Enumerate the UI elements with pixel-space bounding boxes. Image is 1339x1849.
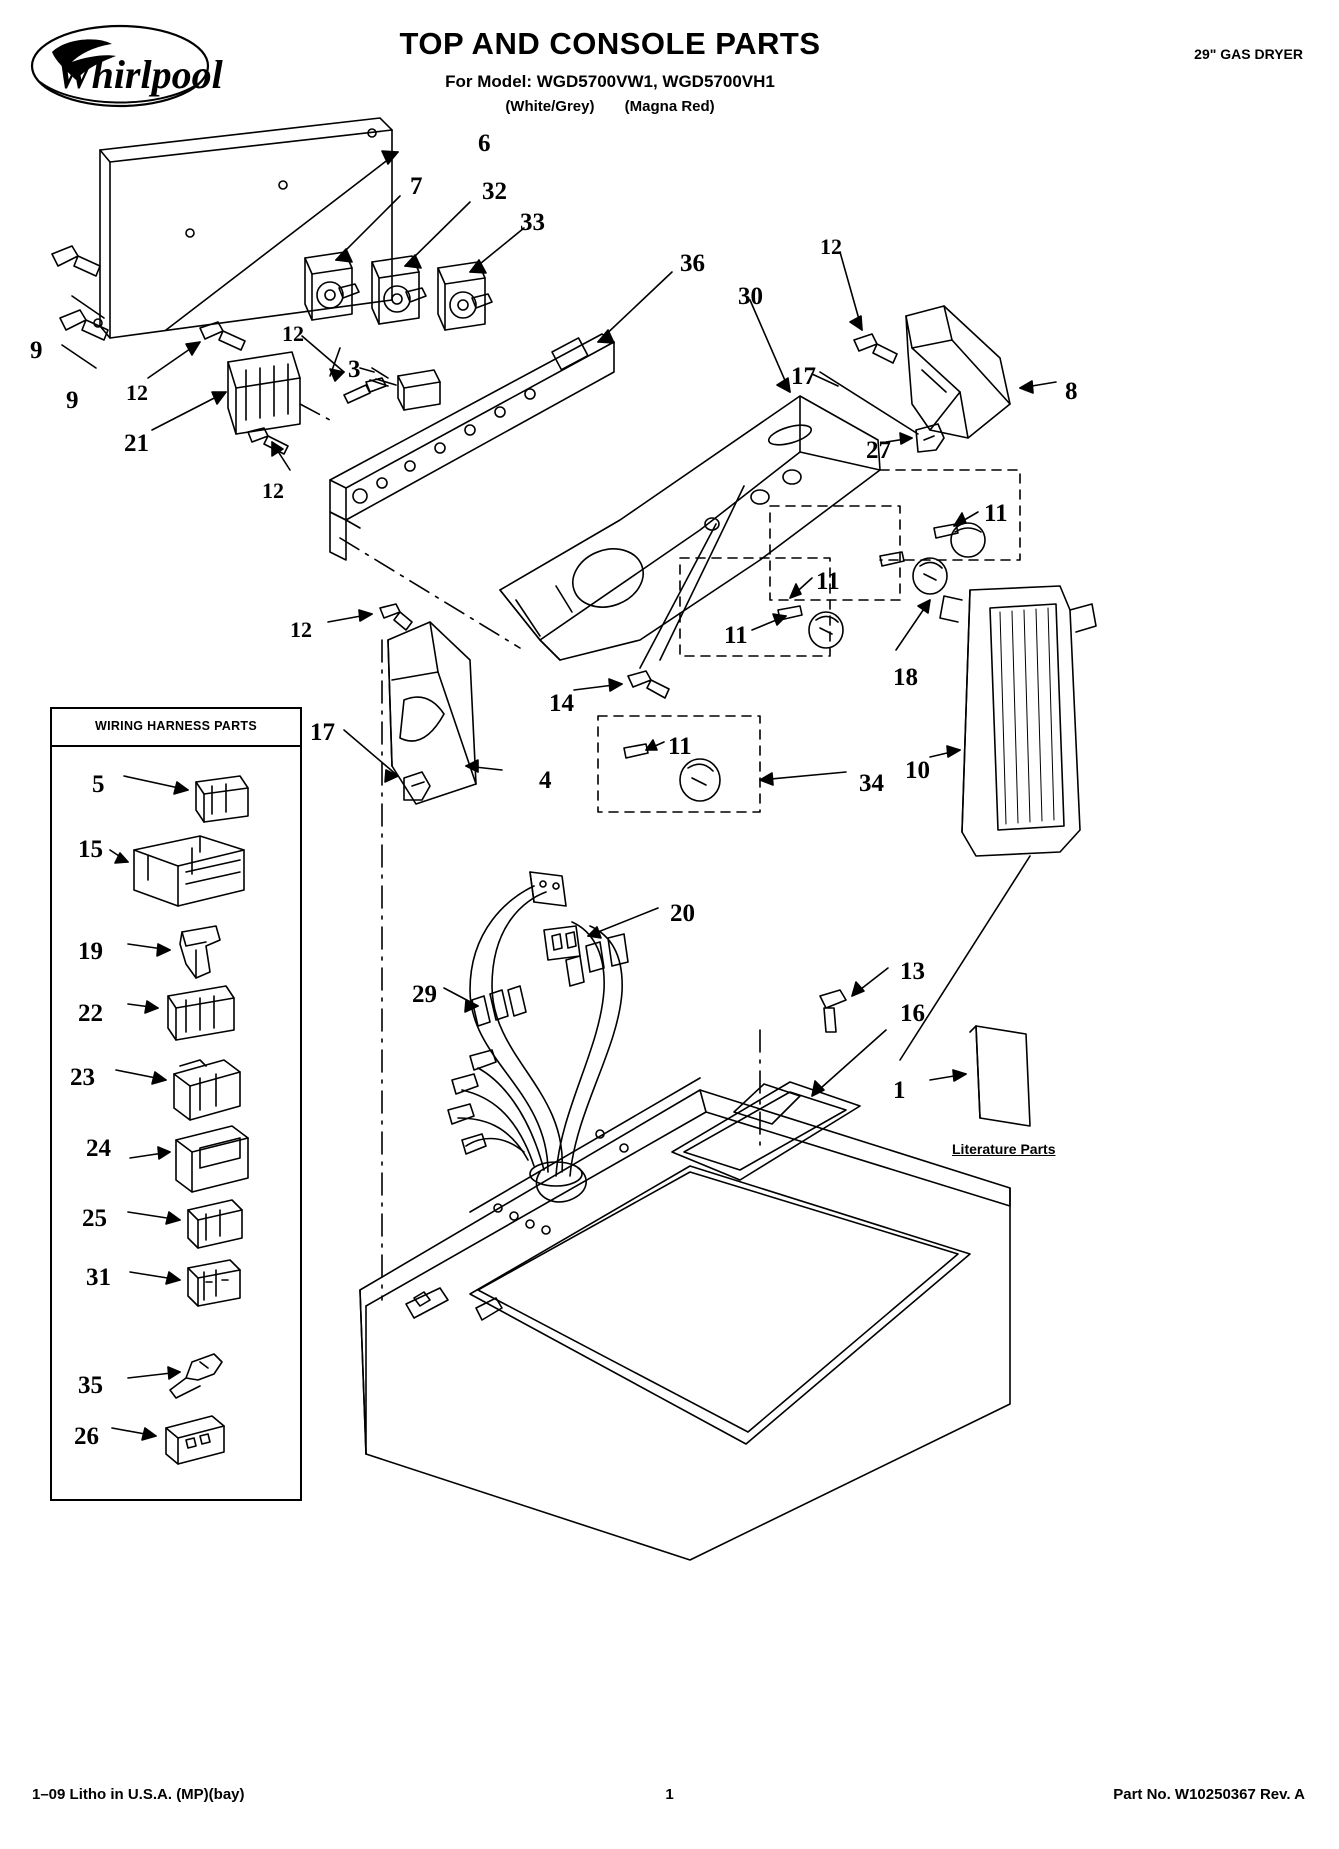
model-line: For Model: WGD5700VW1, WGD5700VH1 <box>445 72 775 91</box>
callout-11-b: 11 <box>816 568 840 595</box>
appliance-type-label: 29" GAS DRYER <box>1194 46 1303 62</box>
callout-15: 15 <box>78 836 103 863</box>
callout-11-d: 11 <box>668 733 692 760</box>
callout-11-c: 11 <box>724 622 748 649</box>
callout-13: 13 <box>900 958 925 985</box>
svg-text:Whirlpool: Whirlpool <box>56 52 223 97</box>
callout-35: 35 <box>78 1372 103 1399</box>
footer-page-number: 1 <box>665 1786 674 1803</box>
footer-part-number: Part No. W10250367 Rev. A <box>1113 1786 1305 1803</box>
callout-17-b: 17 <box>310 719 335 746</box>
callout-11-a: 11 <box>984 500 1008 527</box>
callout-24: 24 <box>86 1135 111 1162</box>
callout-8: 8 <box>1065 378 1078 405</box>
callout-27: 27 <box>866 437 891 464</box>
color-option-2: (Magna Red) <box>624 98 715 115</box>
color-option-1: (White/Grey) <box>505 98 595 115</box>
callout-23: 23 <box>70 1064 95 1091</box>
callout-3: 3 <box>348 356 361 383</box>
callout-9-b: 9 <box>66 387 79 414</box>
callout-1: 1 <box>893 1077 906 1104</box>
callout-7: 7 <box>410 173 423 200</box>
callout-36: 36 <box>680 250 705 277</box>
callout-4: 4 <box>539 767 552 794</box>
callout-30: 30 <box>738 283 763 310</box>
callout-6: 6 <box>478 130 491 157</box>
callout-5: 5 <box>92 771 105 798</box>
callout-12-e: 12 <box>290 617 312 642</box>
callout-31: 31 <box>86 1264 111 1291</box>
callout-26: 26 <box>74 1423 99 1450</box>
whirlpool-logo <box>28 22 258 112</box>
callout-17-a: 17 <box>791 363 816 390</box>
color-line <box>300 98 920 115</box>
callout-12-a: 12 <box>820 234 842 259</box>
callout-9-a: 9 <box>30 337 43 364</box>
wiring-harness-title-divider <box>52 745 300 747</box>
callout-12-b: 12 <box>126 380 148 405</box>
callout-14: 14 <box>549 690 574 717</box>
callout-29: 29 <box>412 981 437 1008</box>
page-title: TOP AND CONSOLE PARTS <box>399 26 821 61</box>
callout-34: 34 <box>859 770 884 797</box>
callout-12-c: 12 <box>282 321 304 346</box>
callout-21: 21 <box>124 430 149 457</box>
callout-19: 19 <box>78 938 103 965</box>
callout-12-d: 12 <box>262 478 284 503</box>
callout-33: 33 <box>520 209 545 236</box>
callout-10: 10 <box>905 757 930 784</box>
callout-20: 20 <box>670 900 695 927</box>
wiring-harness-parts-title: WIRING HARNESS PARTS <box>94 719 258 733</box>
footer <box>0 1786 1339 1826</box>
callout-25: 25 <box>82 1205 107 1232</box>
callout-18: 18 <box>893 664 918 691</box>
literature-parts-label: Literature Parts <box>952 1141 1056 1157</box>
callout-32: 32 <box>482 178 507 205</box>
callout-16: 16 <box>900 1000 925 1027</box>
title-block <box>300 26 920 115</box>
callout-22: 22 <box>78 1000 103 1027</box>
footer-litho-info: 1–09 Litho in U.S.A. (MP)(bay) <box>32 1786 245 1803</box>
